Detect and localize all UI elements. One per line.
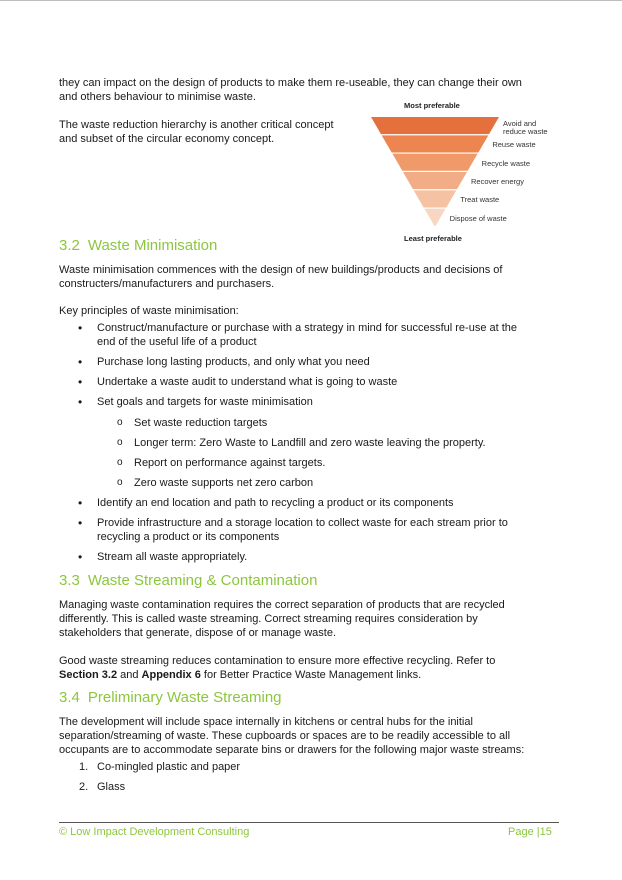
- pyramid-level-label: Dispose of waste: [449, 213, 507, 223]
- section-title: Waste Streaming & Contamination: [87, 572, 318, 589]
- section-number: 3.2: [59, 237, 80, 254]
- s33-para-2-line-1: Good waste streaming reduces contamination to ensure more effective recycling. Refer to: [59, 655, 496, 667]
- footer-copyright: © Low Impact Development Consulting: [59, 826, 250, 838]
- item-number: 2.: [79, 781, 89, 793]
- item-text: Co-mingled plastic and paper: [97, 761, 241, 773]
- s32-para-1: Waste minimisation commences with the design of new buildings/products and decisions of: [59, 264, 503, 276]
- section-number: 3.3: [59, 572, 80, 589]
- pyramid-level-label: Treat waste: [460, 195, 500, 205]
- hierarchy-text-1: The waste reduction hierarchy is another critical concept: [59, 119, 334, 131]
- numbered-item: [79, 780, 126, 794]
- section-ref-link: Section 3.2: [59, 669, 118, 681]
- list-item: • Identify an end location and path to recycling a product or its components: [97, 496, 547, 510]
- s33-para-1-line-3: stakeholders that generate, dispose of or manage waste.: [59, 627, 337, 639]
- list-item-text: • Construct/manufacture or purchase with a strategy in mind for successful re-use at the: [97, 322, 518, 334]
- page-number: Page |15: [508, 826, 552, 838]
- section-3-4-heading: [59, 689, 282, 706]
- key-principles: Key principles of waste minimisation:: [59, 305, 239, 317]
- list-item-text: • Provide infrastructure and a storage location to collect waste for each stream prior to: [97, 517, 508, 529]
- appendix-ref-link: Appendix 6: [141, 669, 201, 681]
- s34-para-line-2: separation/streaming of waste. These cupboards or spaces are to be readily accessible to all: [59, 730, 511, 742]
- pyramid-level-label: Avoid and reduce waste: [503, 119, 548, 136]
- list-item: [97, 321, 547, 349]
- section-3-2-heading: [59, 237, 217, 254]
- intro-line-2: and others behaviour to minimise waste.: [59, 91, 256, 103]
- pyramid-level-label-line2: reduce waste: [503, 127, 548, 136]
- list-item: • Set goals and targets for waste minimisation: [97, 395, 547, 409]
- sub-list-item: o Longer term: Zero Waste to Landfill and zero waste leaving the property.: [134, 436, 486, 450]
- list-item: • Stream all waste appropriately.: [97, 550, 547, 564]
- pyramid-level-3: [392, 154, 477, 171]
- list-item: • Purchase long lasting products, and only what you need: [97, 355, 547, 369]
- item-text: Glass: [97, 781, 126, 793]
- pyramid-top-label: Most preferable: [404, 101, 460, 110]
- pyramid-level-4: [403, 172, 467, 189]
- pyramid-level-2: [382, 135, 489, 152]
- s34-para-line-1: The development will include space internally in kitchens or central hubs for the initial: [59, 716, 473, 728]
- sub-list-item: o Set waste reduction targets: [134, 416, 267, 430]
- s33-para-2-line-2: [59, 668, 421, 682]
- item-number: 1.: [79, 761, 89, 773]
- section-title: Waste Minimisation: [87, 237, 218, 254]
- pyramid-level-5: [414, 190, 457, 207]
- sub-list-item: o Report on performance against targets.: [134, 456, 325, 470]
- list-item: [97, 516, 547, 544]
- hierarchy-text-2: and subset of the circular economy concept.: [59, 133, 275, 145]
- list-item: • Undertake a waste audit to understand what is going to waste: [97, 375, 547, 389]
- conjunction: and: [117, 669, 142, 681]
- list-item-text: recycling a product or its components: [97, 531, 280, 543]
- footer-rule: [59, 822, 559, 823]
- s32-para-2: constructers/manufacturers and purchasers.: [59, 278, 275, 290]
- list-item-text: end of the useful life of a product: [97, 336, 257, 348]
- pyramid-bottom-label: Least preferable: [404, 234, 462, 243]
- s33-para-1-line-1: Managing waste contamination requires the correct separation of products that are recycled: [59, 599, 505, 611]
- section-number: 3.4: [59, 689, 80, 706]
- pyramid-level-label: Recycle waste: [481, 158, 531, 168]
- section-3-3-heading: [59, 572, 317, 589]
- ref-tail: for Better Practice Waste Management links.: [200, 669, 422, 681]
- s34-para-line-3: occupants are to accommodate separate bins or drawers for the following major waste streams:: [59, 744, 525, 756]
- pyramid-level-label: Reuse waste: [492, 140, 536, 150]
- s33-para-1-line-2: differently. This is called waste streaming. Correct streaming requires consideration by: [59, 613, 478, 625]
- top-rule: [0, 0, 622, 1]
- section-title: Preliminary Waste Streaming: [87, 689, 282, 706]
- sub-list-item: o Zero waste supports net zero carbon: [134, 476, 313, 490]
- intro-line-1: they can impact on the design of products to make them re-useable, they can change their own: [59, 77, 522, 89]
- pyramid-level-1: [371, 117, 499, 134]
- pyramid-level-label: Recover energy: [471, 177, 524, 186]
- numbered-item: [79, 760, 241, 774]
- pyramid-level-6: [424, 209, 445, 226]
